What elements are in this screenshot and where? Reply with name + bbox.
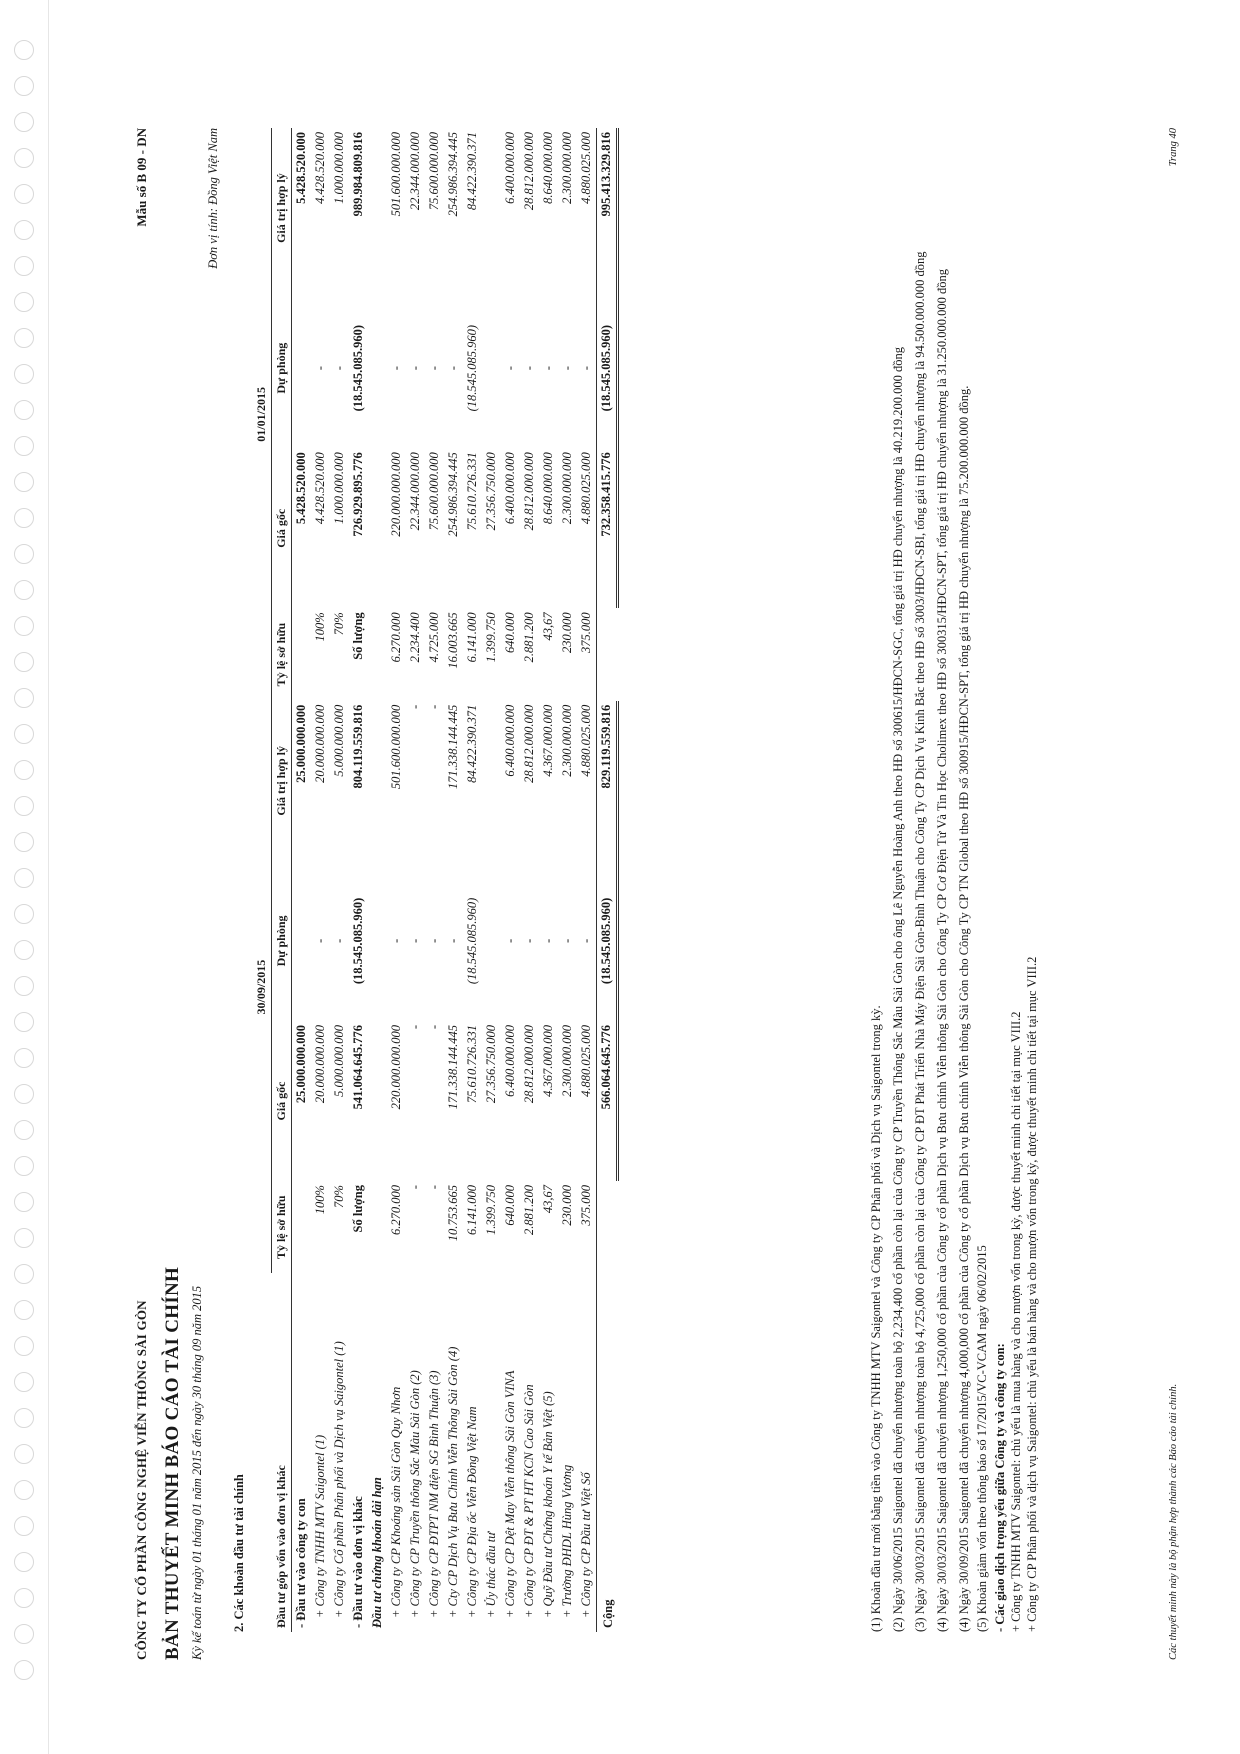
cell-pct: 6.270.000 bbox=[389, 1185, 403, 1236]
binder-hole bbox=[14, 1624, 34, 1644]
currency-unit: Đơn vị tính: Đồng Việt Nam bbox=[206, 128, 220, 269]
table-row bbox=[463, 128, 482, 1632]
cell-fair2: 1.000.000.000 bbox=[332, 132, 346, 204]
form-number: Mẫu số B 09 - DN bbox=[134, 128, 149, 227]
cell-fair: 4.880.025.000 bbox=[579, 704, 593, 777]
rotated-page bbox=[120, 80, 1220, 1660]
binder-hole bbox=[14, 436, 34, 456]
cell-cost2: 220.000.000.000 bbox=[389, 452, 403, 537]
cell-prov: - bbox=[427, 938, 441, 943]
table-row bbox=[387, 128, 406, 1632]
binder-hole bbox=[14, 1336, 34, 1356]
cell-pct2: 6.141.000 bbox=[465, 612, 479, 663]
cell-cost2 bbox=[368, 448, 387, 608]
cell-name: - Đầu tư vào công ty con bbox=[294, 1498, 308, 1628]
binder-hole bbox=[14, 724, 34, 744]
cell-fair: 28.812.000.000 bbox=[522, 704, 536, 783]
cell-fair2: 254.986.394.445 bbox=[446, 132, 460, 217]
cell-pct2 bbox=[368, 608, 387, 700]
cell-name: + Công ty TNHH MTV Saigontel (1) bbox=[313, 1434, 327, 1618]
cell-pct: 10.753.665 bbox=[446, 1185, 460, 1242]
cell-fair bbox=[482, 701, 501, 861]
binder-hole bbox=[14, 112, 34, 132]
cell-fair2: 5.428.520.000 bbox=[294, 132, 308, 204]
cell-cost2: 8.640.000.000 bbox=[541, 452, 555, 525]
cell-fair: 171.338.144.445 bbox=[446, 704, 460, 790]
binder-hole bbox=[14, 688, 34, 708]
cell-pct2: 70% bbox=[332, 612, 346, 636]
investment-table bbox=[252, 128, 619, 1632]
cell-name: Cộng bbox=[597, 1273, 618, 1632]
col-fair2-header: Giá trị hợp lý bbox=[272, 128, 292, 288]
cell-prov2: - bbox=[446, 366, 460, 371]
cell-prov2: (18.545.085.960) bbox=[465, 324, 479, 412]
cell-fair2: 84.422.390.371 bbox=[465, 132, 479, 211]
cell-fair2: 22.344.000.000 bbox=[408, 132, 422, 211]
related-item-2: + Công ty CP Phân phối và dịch vụ Saigontel: chủ yếu là bán hàng và cho mượn vốn trong kỳ, được thuyết minh chi tiết tại mục VIII.2 bbox=[1025, 956, 1039, 1632]
cell-fair2: 8.640.000.000 bbox=[541, 132, 555, 204]
binder-hole bbox=[14, 220, 34, 240]
cell-prov: - bbox=[389, 938, 403, 943]
report-period: Kỳ kế toán từ ngày 01 tháng 01 năm 2015 đến ngày 30 tháng 09 năm 2015 bbox=[190, 1285, 204, 1660]
cell-fair2: 6.400.000.000 bbox=[503, 132, 517, 204]
cell-fair: 4.367.000.000 bbox=[541, 704, 555, 777]
binder-hole bbox=[14, 184, 34, 204]
binder-hole bbox=[14, 904, 34, 924]
binder-hole bbox=[14, 1084, 34, 1104]
cell-fair: 84.422.390.371 bbox=[465, 704, 479, 783]
cell-pct2: 4.725.000 bbox=[427, 612, 441, 663]
binder-hole bbox=[14, 40, 34, 60]
col-provision-header: Dự phòng bbox=[272, 861, 292, 1021]
col-cost2-header: Giá gốc bbox=[272, 448, 292, 608]
cell-pct2: Số lượng bbox=[351, 612, 365, 660]
binder-hole bbox=[14, 508, 34, 528]
cell-prov: - bbox=[560, 938, 574, 943]
cell-pct2 bbox=[597, 608, 618, 700]
note-4: (4) Ngày 30/03/2015 Saigontel đã chuyển nhượng 1,250,000 cổ phần của Công ty cổ phần Dịch vụ Bưu chính Viễn thông Sài Gòn cho Công Ty CP Cơ Điện Tử Và Tin Học Cholimex theo HĐ số 300315/HĐCN-SPT, tổng giá trị HĐ chuyển nhượng là 31.250.000.000 đồng bbox=[935, 268, 949, 1632]
cell-prov: - bbox=[579, 938, 593, 943]
cell-prov2: - bbox=[427, 366, 441, 371]
binder-hole bbox=[14, 472, 34, 492]
cell-prov2: - bbox=[313, 366, 327, 371]
table-row bbox=[520, 128, 539, 1632]
cell-prov: - bbox=[541, 938, 555, 943]
cell-cost: 4.880.025.000 bbox=[579, 1024, 593, 1097]
cell-fair2: 75.600.000.000 bbox=[427, 132, 441, 211]
cell-cost2: 75.610.726.331 bbox=[465, 452, 479, 531]
cell-pct2: 2.881.200 bbox=[522, 612, 536, 663]
col-pct-header: Tỷ lệ sở hữu bbox=[272, 1181, 292, 1273]
cell-prov2: - bbox=[541, 366, 555, 371]
binder-hole bbox=[14, 1156, 34, 1176]
table-row bbox=[406, 128, 425, 1632]
investment-rows bbox=[292, 128, 618, 1632]
cell-cost2: 28.812.000.000 bbox=[522, 452, 536, 531]
table-row bbox=[539, 128, 558, 1632]
cell-pct: - bbox=[427, 1185, 441, 1190]
note-4b: (4) Ngày 30/09/2015 Saigontel đã chuyển nhượng 4,000,000 cổ phần của Công ty cổ phần Dịch vụ Bưu chính Viễn thông Sài Gòn cho Công Ty CP TN Global theo HĐ số 300915/HĐCN-SPT, tổng giá trị HĐ chuyển nhượng là 75.200.000.000 đồng. bbox=[957, 385, 971, 1632]
cell-name: + Ủy thác đầu tư bbox=[484, 1531, 498, 1618]
binder-hole bbox=[14, 400, 34, 420]
binder-hole bbox=[14, 1228, 34, 1248]
cell-pct2: 100% bbox=[313, 612, 327, 642]
binder-hole bbox=[14, 1012, 34, 1032]
cell-pct: 6.141.000 bbox=[465, 1185, 479, 1236]
page-number: Trang 40 bbox=[1168, 128, 1179, 167]
cell-cost: 25.000.000.000 bbox=[294, 1024, 308, 1104]
binder-hole bbox=[14, 1300, 34, 1320]
binder-hole bbox=[14, 652, 34, 672]
period-prior-header: 01/01/2015 bbox=[252, 128, 272, 701]
cell-prov bbox=[368, 861, 387, 1021]
table-row bbox=[368, 128, 387, 1632]
binder-hole bbox=[14, 1192, 34, 1212]
cell-prov2: - bbox=[579, 366, 593, 371]
cell-fair: 2.300.000.000 bbox=[560, 704, 574, 777]
report-title: BẢN THUYẾT MINH BÁO CÁO TÀI CHÍNH bbox=[162, 1266, 183, 1660]
col-provision2-header: Dự phòng bbox=[272, 288, 292, 448]
cell-prov2: - bbox=[522, 366, 536, 371]
cell-prov: (18.545.085.960) bbox=[597, 861, 618, 1021]
cell-prov2: (18.545.085.960) bbox=[597, 288, 618, 448]
col-pct2-header: Tỷ lệ sở hữu bbox=[272, 608, 292, 700]
cell-prov2 bbox=[482, 288, 501, 448]
cell-pct2 bbox=[292, 608, 312, 700]
cell-cost2: 4.880.025.000 bbox=[579, 452, 593, 525]
cell-name: - Đầu tư vào đơn vị khác bbox=[351, 1496, 365, 1628]
cell-cost2: 732.358.415.776 bbox=[597, 448, 618, 608]
cell-cost: 28.812.000.000 bbox=[522, 1024, 536, 1104]
cell-fair2: 4.880.025.000 bbox=[579, 132, 593, 204]
cell-fair2 bbox=[482, 128, 501, 288]
table-row bbox=[482, 128, 501, 1632]
binder-hole bbox=[14, 1408, 34, 1428]
binder-hole bbox=[14, 1588, 34, 1608]
col-cost-header: Giá gốc bbox=[272, 1021, 292, 1181]
cell-name: + Cty CP Dịch Vụ Bưu Chính Viễn Thông Sài Gòn (4) bbox=[446, 1346, 460, 1618]
binder-hole bbox=[14, 148, 34, 168]
cell-name: + Quỹ Đầu tư Chứng khoán Y tế Bản Việt (5) bbox=[541, 1391, 555, 1618]
binder-hole bbox=[14, 1660, 34, 1680]
table-row bbox=[330, 128, 349, 1632]
cell-pct2: 640.000 bbox=[503, 612, 517, 653]
binder-hole bbox=[14, 940, 34, 960]
cell-fair: - bbox=[408, 704, 422, 709]
cell-cost2: 75.600.000.000 bbox=[427, 452, 441, 531]
binder-hole bbox=[14, 1372, 34, 1392]
table-row bbox=[425, 128, 444, 1632]
cell-pct: 100% bbox=[313, 1185, 327, 1215]
binder-hole bbox=[14, 868, 34, 888]
cell-cost2: 6.400.000.000 bbox=[503, 452, 517, 525]
binder-hole bbox=[14, 1264, 34, 1284]
table-row bbox=[444, 128, 463, 1632]
cell-fair2: 989.984.809.816 bbox=[351, 132, 365, 217]
scan-edge bbox=[48, 0, 49, 1754]
cell-pct2: 230.000 bbox=[560, 612, 574, 653]
period-current-header: 30/09/2015 bbox=[252, 701, 272, 1274]
cell-fair: 501.600.000.000 bbox=[389, 704, 403, 790]
cell-prov: - bbox=[408, 938, 422, 943]
cell-name: + Công ty CP Truyền thông Sắc Màu Sài Gòn (2) bbox=[408, 1370, 422, 1618]
binder-hole bbox=[14, 292, 34, 312]
binder-hole bbox=[14, 364, 34, 384]
cell-prov2: - bbox=[389, 366, 403, 371]
cell-cost2: 22.344.000.000 bbox=[408, 452, 422, 531]
total-row bbox=[597, 128, 618, 1632]
cell-pct2: 16.003.665 bbox=[446, 612, 460, 669]
binder-hole bbox=[14, 1444, 34, 1464]
cell-fair: 804.119.559.816 bbox=[351, 704, 365, 789]
cell-prov2 bbox=[368, 288, 387, 448]
cell-pct: 640.000 bbox=[503, 1185, 517, 1226]
table-row bbox=[311, 128, 330, 1632]
cell-prov2: - bbox=[332, 366, 346, 371]
note-1: (1) Khoản đầu tư mới bằng tiền vào Công ty TNHH MTV Saigontel và Công ty CP Phân phối và Dịch vụ Saigontel trong kỳ. bbox=[869, 1005, 883, 1632]
cell-prov2: - bbox=[503, 366, 517, 371]
cell-name: + Công ty CP ĐTPT NM điện SG Bình Thuận (3) bbox=[427, 1370, 441, 1618]
binder-hole bbox=[14, 1516, 34, 1536]
cell-prov: - bbox=[332, 938, 346, 943]
cell-pct: 2.881.200 bbox=[522, 1185, 536, 1236]
cell-pct: 1.399.750 bbox=[484, 1185, 498, 1236]
cell-cost2: 1.000.000.000 bbox=[332, 452, 346, 525]
binder-hole bbox=[14, 1120, 34, 1140]
cell-cost: - bbox=[408, 1024, 422, 1030]
cell-cost: - bbox=[427, 1024, 441, 1030]
cell-cost: 5.000.000.000 bbox=[332, 1024, 346, 1097]
binder-hole bbox=[14, 976, 34, 996]
cell-cost: 4.367.000.000 bbox=[541, 1024, 555, 1097]
note-3: (3) Ngày 30/03/2015 Saigontel đã chuyển nhượng toàn bộ 4,725,000 cổ phần còn lại của Công ty CP ĐT Phát Triển Nhà Máy Điện Sài Gòn-Bình Thuận cho Công Ty CP Dịch Vụ Kinh Bắc theo HĐ số 3003/HĐCN-SBI, tổng giá trị HĐ chuyển nhượng là 94.500.000.000 đồng bbox=[913, 251, 927, 1632]
cell-cost2: 254.986.394.445 bbox=[446, 452, 460, 537]
cell-fair2: 28.812.000.000 bbox=[522, 132, 536, 211]
cell-cost: 541.064.645.776 bbox=[351, 1024, 365, 1110]
cell-fair2: 501.600.000.000 bbox=[389, 132, 403, 217]
cell-fair2: 4.428.520.000 bbox=[313, 132, 327, 204]
cell-prov2: - bbox=[560, 366, 574, 371]
binder-hole bbox=[14, 256, 34, 276]
footer-note: Các thuyết minh này là bộ phận hợp thành các Báo cáo tài chính. bbox=[1168, 1383, 1179, 1660]
binder-hole bbox=[14, 616, 34, 636]
cell-fair: 25.000.000.000 bbox=[294, 704, 308, 783]
cell-cost: 566.064.645.776 bbox=[597, 1021, 618, 1181]
cell-name: + Công ty CP Dệt May Viễn thông Sài Gòn VINA bbox=[503, 1370, 517, 1618]
company-name: CÔNG TY CỔ PHẦN CÔNG NGHỆ VIỄN THÔNG SÀI GÒN bbox=[134, 1300, 149, 1660]
cell-fair: - bbox=[427, 704, 441, 709]
cell-cost: 6.400.000.000 bbox=[503, 1024, 517, 1097]
cell-cost: 220.000.000.000 bbox=[389, 1024, 403, 1110]
cell-prov: - bbox=[503, 938, 517, 943]
binder-hole bbox=[14, 76, 34, 96]
cell-pct2: 1.399.750 bbox=[484, 612, 498, 663]
cell-name: + Công ty CP ĐT & PT HT KCN Cao Sài Gòn bbox=[522, 1384, 536, 1618]
binder-hole bbox=[14, 544, 34, 564]
cell-fair: 6.400.000.000 bbox=[503, 704, 517, 777]
cell-pct bbox=[292, 1181, 312, 1273]
cell-prov2: - bbox=[408, 366, 422, 371]
table-row bbox=[577, 128, 597, 1632]
cell-cost bbox=[368, 1021, 387, 1181]
cell-prov bbox=[292, 861, 312, 1021]
col-name-header: Đầu tư góp vốn vào đơn vị khác bbox=[272, 1273, 292, 1632]
cell-cost2: 4.428.520.000 bbox=[313, 452, 327, 525]
cell-cost: 27.356.750.000 bbox=[484, 1024, 498, 1104]
cell-cost: 75.610.726.331 bbox=[465, 1024, 479, 1104]
cell-pct: 230.000 bbox=[560, 1185, 574, 1226]
cell-name: + Trường ĐHDL Hùng Vương bbox=[560, 1464, 574, 1618]
notes bbox=[868, 132, 1040, 1632]
cell-name: + Công ty Cổ phần Phân phối và Dịch vụ Saigontel (1) bbox=[332, 1341, 346, 1618]
related-item-1: + Công ty TNHH MTV Saigontel: chủ yếu là mua hàng và cho mượn vốn trong kỳ, được thuyết minh chi tiết tại mục VIII.2 bbox=[1009, 1011, 1023, 1632]
binder-hole bbox=[14, 1048, 34, 1068]
cell-pct: - bbox=[408, 1185, 422, 1190]
cell-fair bbox=[368, 701, 387, 861]
cell-prov2 bbox=[292, 288, 312, 448]
binder-hole bbox=[14, 832, 34, 852]
cell-pct: 43,67 bbox=[541, 1185, 555, 1214]
table-row bbox=[558, 128, 577, 1632]
cell-pct2: 2.234.400 bbox=[408, 612, 422, 663]
cell-cost: 20.000.000.000 bbox=[313, 1024, 327, 1104]
cell-prov: (18.545.085.960) bbox=[351, 897, 365, 985]
note-5: (5) Khoản giảm vốn theo thông báo số 17/2015/VC-VCAM ngày 06/02/2015 bbox=[975, 1245, 989, 1632]
cell-fair: 20.000.000.000 bbox=[313, 704, 327, 783]
table-row bbox=[292, 128, 312, 1632]
cell-pct2: 6.270.000 bbox=[389, 612, 403, 663]
cell-pct2: 43,67 bbox=[541, 612, 555, 641]
table-row bbox=[501, 128, 520, 1632]
cell-cost: 171.338.144.445 bbox=[446, 1024, 460, 1110]
cell-pct bbox=[597, 1181, 618, 1273]
cell-cost2: 2.300.000.000 bbox=[560, 452, 574, 525]
cell-cost2: 27.356.750.000 bbox=[484, 452, 498, 531]
related-heading: - Các giao dịch trọng yếu giữa Công ty và công ty con: bbox=[993, 1343, 1007, 1632]
cell-prov: - bbox=[446, 938, 460, 943]
note-2: (2) Ngày 30/06/2015 Saigontel đã chuyển nhượng toàn bộ 2,234,400 cổ phần còn lại của Công ty CP Truyền Thông Sắc Màu Sài Gòn cho ông Lê Nguyễn Hoàng Anh theo HĐ số 300615/HĐCN-SGC, tổng giá trị HĐ chuyển nhượng là 40.219.200.000 đồng bbox=[891, 347, 905, 1632]
cell-pct: 70% bbox=[332, 1185, 346, 1208]
cell-fair2: 995.413.329.816 bbox=[597, 128, 618, 288]
cell-name: + Công ty CP Đầu tư Việt Số bbox=[579, 1472, 593, 1618]
cell-name: Đầu tư chứng khoán dài hạn bbox=[370, 1477, 384, 1628]
binder-hole bbox=[14, 796, 34, 816]
cell-prov bbox=[482, 861, 501, 1021]
binder-hole bbox=[14, 1552, 34, 1572]
cell-cost2: 726.929.895.776 bbox=[351, 452, 365, 537]
cell-fair: 829.119.559.816 bbox=[597, 701, 618, 861]
cell-name: + Công ty CP Khoáng sản Sài Gòn Quy Nhơn bbox=[389, 1386, 403, 1618]
cell-cost: 2.300.000.000 bbox=[560, 1024, 574, 1097]
cell-pct2: 375.000 bbox=[579, 612, 593, 653]
table-row bbox=[349, 128, 368, 1632]
binder-holes bbox=[8, 40, 42, 1700]
cell-prov: - bbox=[522, 938, 536, 943]
cell-pct bbox=[368, 1181, 387, 1273]
cell-pct: 375.000 bbox=[579, 1185, 593, 1226]
cell-prov: - bbox=[313, 938, 327, 943]
binder-hole bbox=[14, 580, 34, 600]
binder-hole bbox=[14, 328, 34, 348]
binder-hole bbox=[14, 1480, 34, 1500]
binder-hole bbox=[14, 760, 34, 780]
col-fair-header: Giá trị hợp lý bbox=[272, 701, 292, 861]
section-title: 2. Các khoản đầu tư tài chính bbox=[232, 1474, 246, 1632]
cell-fair: 5.000.000.000 bbox=[332, 704, 346, 777]
cell-fair2: 2.300.000.000 bbox=[560, 132, 574, 204]
cell-cost2: 5.428.520.000 bbox=[294, 452, 308, 525]
cell-pct: Số lượng bbox=[351, 1185, 365, 1233]
cell-fair2 bbox=[368, 128, 387, 288]
cell-prov2: (18.545.085.960) bbox=[351, 324, 365, 412]
cell-name: + Công ty CP Địa ốc Viễn Đông Việt Nam bbox=[465, 1406, 479, 1618]
cell-prov: (18.545.085.960) bbox=[465, 897, 479, 985]
